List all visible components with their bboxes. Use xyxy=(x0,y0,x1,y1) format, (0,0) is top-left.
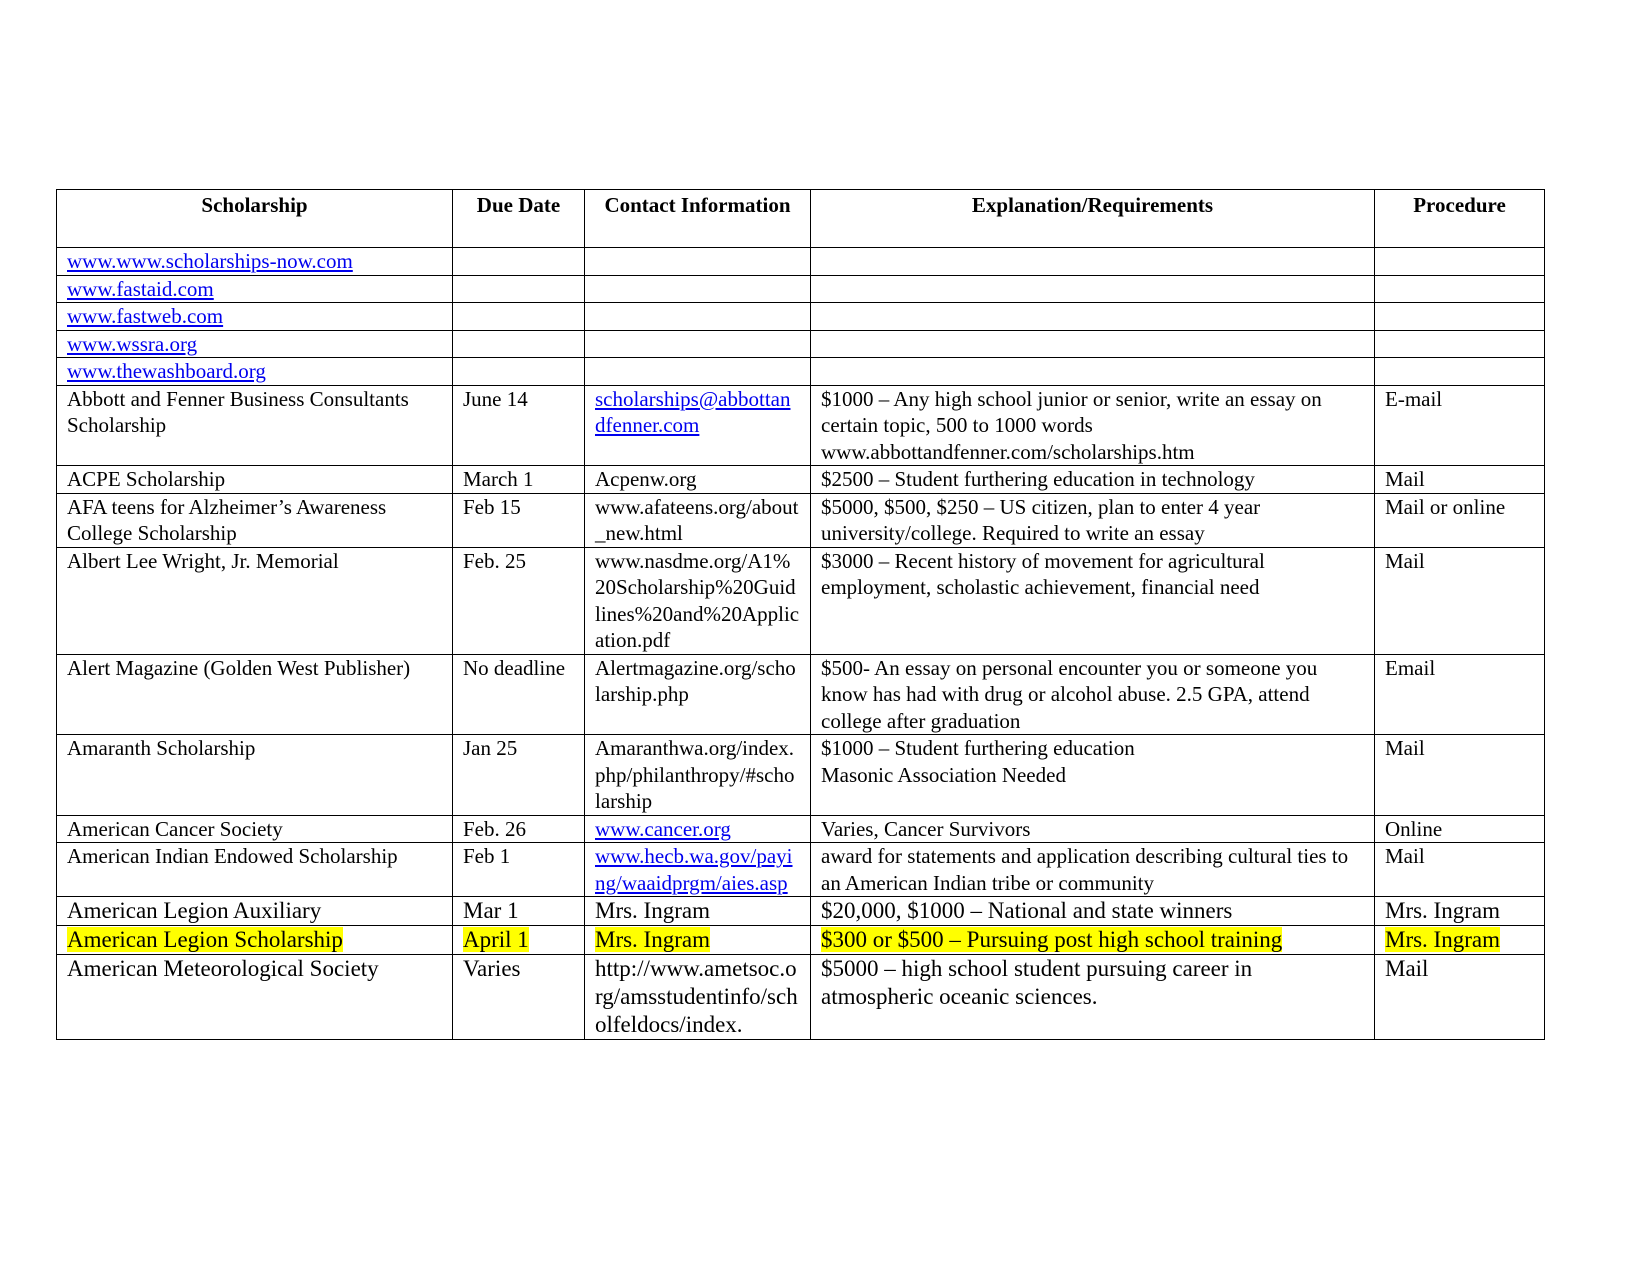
procedure: Mrs. Ingram xyxy=(1385,898,1500,923)
scholarship-name: AFA teens for Alzheimer’s Awareness College Scholarship xyxy=(67,494,387,545)
due-date-cell xyxy=(453,735,585,816)
scholarship-name: American Legion Scholarship xyxy=(67,927,343,952)
empty-contact-cell xyxy=(585,275,811,303)
contact-info: www.nasdme.org/A1%20Scholarship%20Guidlines%20and%20Application.pdf xyxy=(595,548,800,652)
due-date-cell xyxy=(453,815,585,843)
resource-link-row xyxy=(57,330,1545,358)
due-date-cell xyxy=(453,843,585,897)
empty-contact-cell xyxy=(585,248,811,276)
table-row xyxy=(57,926,1545,955)
resource-link-cell xyxy=(57,275,453,303)
scholarship-name-cell xyxy=(57,815,453,843)
procedure: Mail xyxy=(1385,736,1425,760)
explanation: $1000 – Any high school junior or senior, write an essay on certain topic, 500 to 1000 words www.abbottandfenner.com/scholarships.htm xyxy=(821,386,1322,464)
explanation: award for statements and application describing cultural ties to an American Indian tribe or community xyxy=(821,844,1349,895)
table-row xyxy=(57,815,1545,843)
explanation: $2500 – Student furthering education in technology xyxy=(821,467,1255,491)
table-row xyxy=(57,654,1545,735)
empty-contact-cell xyxy=(585,358,811,386)
due-date-cell xyxy=(453,493,585,547)
table-row xyxy=(57,493,1545,547)
scholarship-name: ACPE Scholarship xyxy=(67,467,226,491)
scholarship-name: Albert Lee Wright, Jr. Memorial xyxy=(67,548,339,573)
empty-explanation-cell xyxy=(811,303,1375,331)
table-row xyxy=(57,897,1545,926)
explanation: $20,000, $1000 – National and state winners xyxy=(821,898,1233,923)
procedure: Online xyxy=(1385,816,1443,841)
explanation-cell xyxy=(811,843,1375,897)
contact-info: Acpenw.org xyxy=(595,467,697,491)
due-date-cell xyxy=(453,955,585,1040)
procedure-cell xyxy=(1375,385,1545,466)
empty-due-date-cell xyxy=(453,248,585,276)
header-row xyxy=(57,190,1545,248)
due-date-cell xyxy=(453,654,585,735)
explanation-cell xyxy=(811,897,1375,926)
header-procedure: Procedure xyxy=(1375,190,1545,248)
resource-link-cell xyxy=(57,248,453,276)
explanation-cell xyxy=(811,466,1375,494)
due-date: Feb. 26 xyxy=(463,816,526,841)
explanation-cell xyxy=(811,955,1375,1040)
resource-link-row xyxy=(57,358,1545,386)
table-row xyxy=(57,843,1545,897)
scholarship-name: American Indian Endowed Scholarship xyxy=(67,844,398,868)
procedure: Mrs. Ingram xyxy=(1385,927,1500,952)
contact-info-cell xyxy=(585,926,811,955)
resource-link-cell xyxy=(57,358,453,386)
header-due-date: Due Date xyxy=(453,190,585,248)
procedure-cell xyxy=(1375,843,1545,897)
explanation-cell xyxy=(811,926,1375,955)
scholarship-name: Amaranth Scholarship xyxy=(67,736,256,760)
empty-explanation-cell xyxy=(811,330,1375,358)
scholarship-name-cell xyxy=(57,926,453,955)
resource-link-row xyxy=(57,248,1545,276)
procedure: Email xyxy=(1385,655,1436,680)
contact-info-cell xyxy=(585,843,811,897)
explanation-cell xyxy=(811,493,1375,547)
due-date-cell xyxy=(453,897,585,926)
procedure: Mail xyxy=(1385,956,1429,981)
empty-due-date-cell xyxy=(453,358,585,386)
resource-link[interactable]: www.fastaid.com xyxy=(67,276,214,301)
scholarship-name: American Cancer Society xyxy=(67,816,283,841)
table-row xyxy=(57,547,1545,654)
procedure-cell xyxy=(1375,815,1545,843)
explanation: $300 or $500 – Pursuing post high school training xyxy=(821,927,1283,952)
explanation: Varies, Cancer Survivors xyxy=(821,816,1031,841)
explanation: $3000 – Recent history of movement for agricultural employment, scholastic achievement, financial need xyxy=(821,548,1265,599)
header-contact-information: Contact Information xyxy=(585,190,811,248)
resource-link[interactable]: www.www.scholarships-now.com xyxy=(67,249,353,273)
contact-info-cell xyxy=(585,493,811,547)
empty-contact-cell xyxy=(585,330,811,358)
procedure-cell xyxy=(1375,547,1545,654)
empty-explanation-cell xyxy=(811,358,1375,386)
contact-info: Mrs. Ingram xyxy=(595,898,710,923)
scholarship-name-cell xyxy=(57,654,453,735)
empty-due-date-cell xyxy=(453,303,585,331)
table-row xyxy=(57,385,1545,466)
scholarship-name-cell xyxy=(57,955,453,1040)
header-explanation-requirements: Explanation/Requirements xyxy=(811,190,1375,248)
scholarship-table xyxy=(56,189,1545,1040)
explanation: $5000 – high school student pursuing career in atmospheric oceanic sciences. xyxy=(821,956,1253,1009)
explanation-cell xyxy=(811,654,1375,735)
scholarship-name-cell xyxy=(57,385,453,466)
contact-info-cell xyxy=(585,955,811,1040)
explanation: $500- An essay on personal encounter you or someone you know has had with drug or alcohol abuse. 2.5 GPA, attend college after graduation xyxy=(821,655,1318,733)
scholarship-name-cell xyxy=(57,735,453,816)
due-date: April 1 xyxy=(463,927,529,952)
scholarship-name-cell xyxy=(57,466,453,494)
due-date-cell xyxy=(453,466,585,494)
due-date: No deadline xyxy=(463,655,566,680)
empty-procedure-cell xyxy=(1375,248,1545,276)
contact-info-cell xyxy=(585,815,811,843)
procedure: Mail xyxy=(1385,548,1425,573)
due-date: June 14 xyxy=(463,386,528,411)
contact-info: Amaranthwa.org/index.php/philanthropy/#scholarship xyxy=(595,736,795,813)
procedure-cell xyxy=(1375,955,1545,1040)
procedure: E-mail xyxy=(1385,386,1443,411)
empty-contact-cell xyxy=(585,303,811,331)
explanation: $5000, $500, $250 – US citizen, plan to enter 4 year university/college. Required to write an essay xyxy=(821,494,1261,545)
empty-procedure-cell xyxy=(1375,303,1545,331)
resource-link-cell xyxy=(57,303,453,331)
contact-info-cell xyxy=(585,547,811,654)
contact-info-cell xyxy=(585,654,811,735)
contact-info-cell xyxy=(585,735,811,816)
due-date-cell xyxy=(453,385,585,466)
procedure-cell xyxy=(1375,654,1545,735)
scholarship-name-cell xyxy=(57,493,453,547)
scholarship-name-cell xyxy=(57,843,453,897)
due-date: Feb 1 xyxy=(463,844,511,868)
due-date: Feb 15 xyxy=(463,494,521,519)
resource-link[interactable]: www.wssra.org xyxy=(67,331,198,356)
contact-info[interactable]: scholarships@abbottandfenner.com xyxy=(595,386,791,437)
scholarship-name-cell xyxy=(57,547,453,654)
contact-info: http://www.ametsoc.org/amsstudentinfo/scholfeldocs/index. xyxy=(595,956,798,1037)
procedure: Mail xyxy=(1385,467,1425,491)
due-date: Feb. 25 xyxy=(463,548,526,573)
due-date: Jan 25 xyxy=(463,736,518,760)
table-row xyxy=(57,735,1545,816)
empty-procedure-cell xyxy=(1375,330,1545,358)
procedure-cell xyxy=(1375,493,1545,547)
explanation: $1000 – Student furthering education Masonic Association Needed xyxy=(821,736,1135,787)
scholarship-name-cell xyxy=(57,897,453,926)
due-date-cell xyxy=(453,926,585,955)
due-date: Mar 1 xyxy=(463,898,519,923)
table-row xyxy=(57,955,1545,1040)
explanation-cell xyxy=(811,385,1375,466)
table-row xyxy=(57,466,1545,494)
resource-link-row xyxy=(57,275,1545,303)
contact-info-cell xyxy=(585,385,811,466)
procedure: Mail or online xyxy=(1385,494,1506,519)
header-scholarship: Scholarship xyxy=(57,190,453,248)
resource-link[interactable]: www.fastweb.com xyxy=(67,304,224,328)
scholarship-name: American Legion Auxiliary xyxy=(67,898,322,923)
contact-info: www.afateens.org/about_new.html xyxy=(595,494,799,545)
procedure-cell xyxy=(1375,466,1545,494)
due-date-cell xyxy=(453,547,585,654)
scholarship-name: Abbott and Fenner Business Consultants Scholarship xyxy=(67,386,409,437)
procedure-cell xyxy=(1375,926,1545,955)
contact-info: Alertmagazine.org/scholarship.php xyxy=(595,655,796,706)
scholarship-name: American Meteorological Society xyxy=(67,956,379,981)
resource-link-cell xyxy=(57,330,453,358)
due-date: March 1 xyxy=(463,467,534,491)
empty-explanation-cell xyxy=(811,248,1375,276)
contact-info-cell xyxy=(585,466,811,494)
contact-info[interactable]: www.cancer.org xyxy=(595,816,731,841)
scholarship-name: Alert Magazine (Golden West Publisher) xyxy=(67,655,411,680)
contact-info-cell xyxy=(585,897,811,926)
empty-explanation-cell xyxy=(811,275,1375,303)
explanation-cell xyxy=(811,735,1375,816)
resource-link[interactable]: www.thewashboard.org xyxy=(67,359,266,383)
contact-info[interactable]: www.hecb.wa.gov/paying/waaidprgm/aies.asp xyxy=(595,844,793,895)
empty-due-date-cell xyxy=(453,330,585,358)
resource-link-row xyxy=(57,303,1545,331)
empty-procedure-cell xyxy=(1375,275,1545,303)
empty-procedure-cell xyxy=(1375,358,1545,386)
procedure: Mail xyxy=(1385,844,1425,868)
explanation-cell xyxy=(811,815,1375,843)
empty-due-date-cell xyxy=(453,275,585,303)
due-date: Varies xyxy=(463,956,521,981)
contact-info: Mrs. Ingram xyxy=(595,927,710,952)
procedure-cell xyxy=(1375,735,1545,816)
explanation-cell xyxy=(811,547,1375,654)
procedure-cell xyxy=(1375,897,1545,926)
